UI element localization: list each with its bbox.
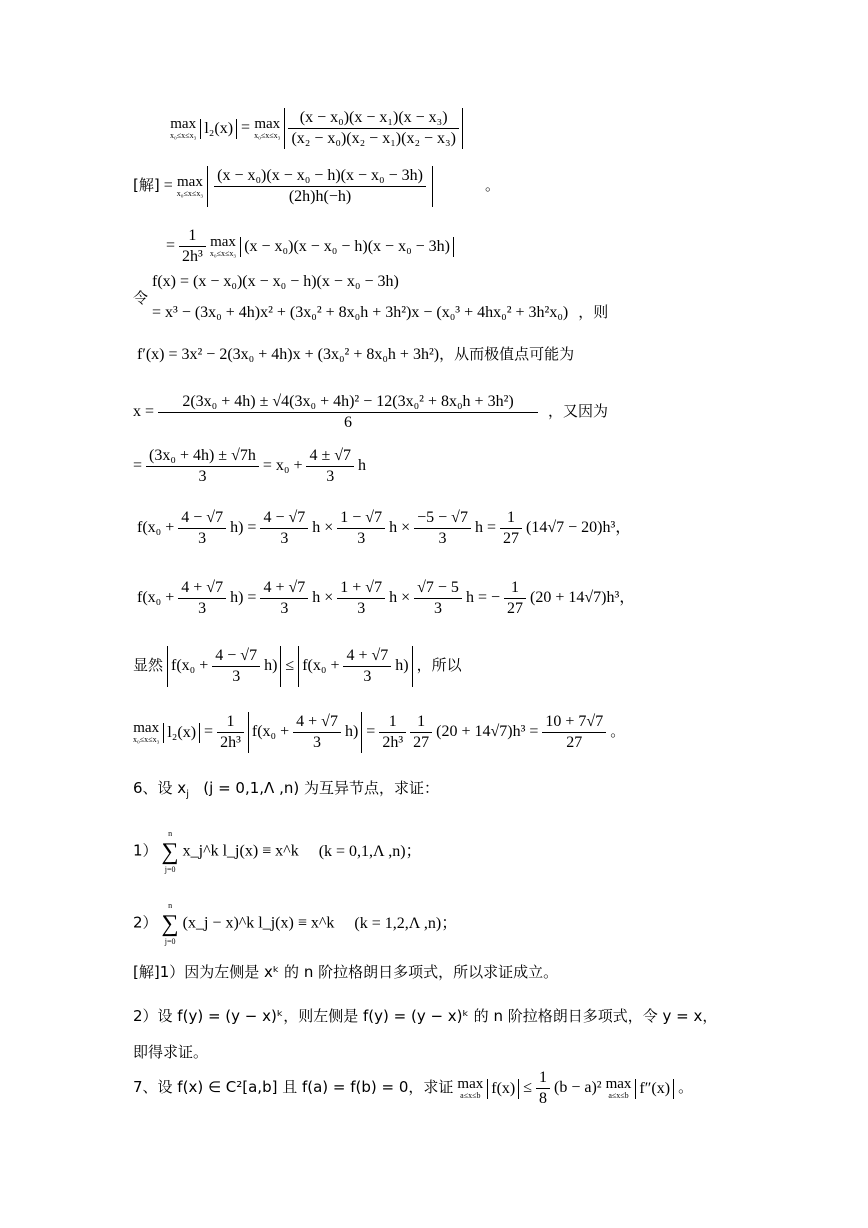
eq-fprime: f′(x) = 3x² − 2(3x₀ + 4h)x + (3x₀² + 8x₀h + 3h²)，从而极值点可能为 bbox=[137, 345, 575, 363]
eq-jie-step1: [解] = max x₀≤x≤x₃ $\frac{\text{(x − x₀)(x − x₀ − h)(x − x₀ − 3h)}}{(2h)h(-h)}$ 。 bbox=[133, 167, 500, 205]
abs-l2: l₂(x) bbox=[200, 119, 237, 139]
question-7: 7、设 f(x) ∈ C²[a,b] 且 f(a) = f(b) = 0，求证 max a≤x≤b f(x) ≤ $\frac{1}{8}$ (b − a)² max a≤x≤b f″(x) 。 bbox=[133, 1069, 694, 1107]
max-operator: max x₀≤x≤x₃ bbox=[170, 116, 197, 140]
max-operator-2: max x₀≤x≤x₃ bbox=[254, 116, 281, 140]
eq-final-max: max x₀≤x≤x₃ l₂(x) = $\frac{1}{\text{2h³}}$ f(x₀ + $\frac{4 + √7}{3}$ h) = $\frac{1}{\text{2h³}}$ $\frac{1}{27}$ (20 + 14√7)h³ = $\frac{10 + 7√7}{27}$ 。 bbox=[133, 713, 626, 751]
eq-f-minus: f(x₀ + $\frac{4 - √7}{3}$ h) = $\frac{4 - √7}{3}$ h × $\frac{1 - √7}{3}$ h × $\frac{-5 - √7}{3}$ h = $\frac{1}{27}$ (14√7 − 20)h³， bbox=[137, 509, 632, 547]
eq-f-def-2: = x³ − (3x₀ + 4h)x² + (3x₀² + 8x₀h + 3h²)x − (x₀³ + 4hx₀² + 3h²x₀) ，则 bbox=[152, 303, 609, 321]
eq-max-l2 bbox=[170, 108, 463, 149]
answer-1: [解]1）因为左侧是 xᵏ 的 n 阶拉格朗日多项式，所以求证成立。 bbox=[133, 963, 559, 981]
eq-sign: = bbox=[241, 119, 251, 137]
eq-compare: 显然 f(x₀ + $\frac{4 - √7}{3}$ h) ≤ f(x₀ + $\frac{4 + √7}{3}$ h) ，所以 bbox=[133, 647, 462, 685]
eq-x-roots: x = $\frac{\text{2(3x₀ + 4h) ± √4(3x₀ + 4h)² − 12(3x₀² + 8x₀h + 3h²)}}{6}$ ，又因为 bbox=[133, 393, 609, 431]
abs-frac: $\frac{\text{(x − x₀)(x − x₁)(x − x₃)}}{\text{(x₂ − x₀)(x₂ − x₁)(x₂ − x₃)}}$ bbox=[284, 108, 463, 149]
part-1: 1） n ∑ j=0 x_j^k l_j(x) ≡ x^k (k = 0,1,Λ ,n)； bbox=[133, 829, 422, 874]
eq-f-plus: f(x₀ + $\frac{4 + √7}{3}$ h) = $\frac{4 + √7}{3}$ h × $\frac{1 + √7}{3}$ h × $\frac{√7 - 5}{3}$ h = − $\frac{1}{27}$ (20 + 14√7)h³， bbox=[137, 579, 636, 617]
answer-2: 2）设 f(y) = (y − x)ᵏ，则左侧是 f(y) = (y − x)ᵏ 的 n 阶拉格朗日多项式，令 y = x， bbox=[133, 1007, 718, 1025]
eq-f-def-1: f(x) = (x − x₀)(x − x₀ − h)(x − x₀ − 3h) bbox=[152, 273, 399, 290]
part-2: 2） n ∑ j=0 (x_j − x)^k l_j(x) ≡ x^k (k = 1,2,Λ ,n)； bbox=[133, 901, 458, 946]
eq-x-simplified: = $\frac{\text{(3x₀ + 4h) ± √7h}}{3}$ = x₀ + $\frac{4 \pm √7}{3}$ h bbox=[133, 447, 367, 485]
question-6: 6、设 $x_j$ (j = 0,1,Λ ,n) 为互异节点，求证： bbox=[133, 779, 439, 800]
jie-label: [解] bbox=[133, 176, 160, 195]
eq-ling-label: 令 bbox=[133, 289, 149, 307]
eq-jie-step2: = $\frac{1}{\text{2h³}}$ max x₀≤x≤x₃ (x − x₀)(x − x₀ − h)(x − x₀ − 3h) bbox=[166, 226, 454, 267]
answer-2-cont: 即得求证。 bbox=[133, 1043, 209, 1061]
